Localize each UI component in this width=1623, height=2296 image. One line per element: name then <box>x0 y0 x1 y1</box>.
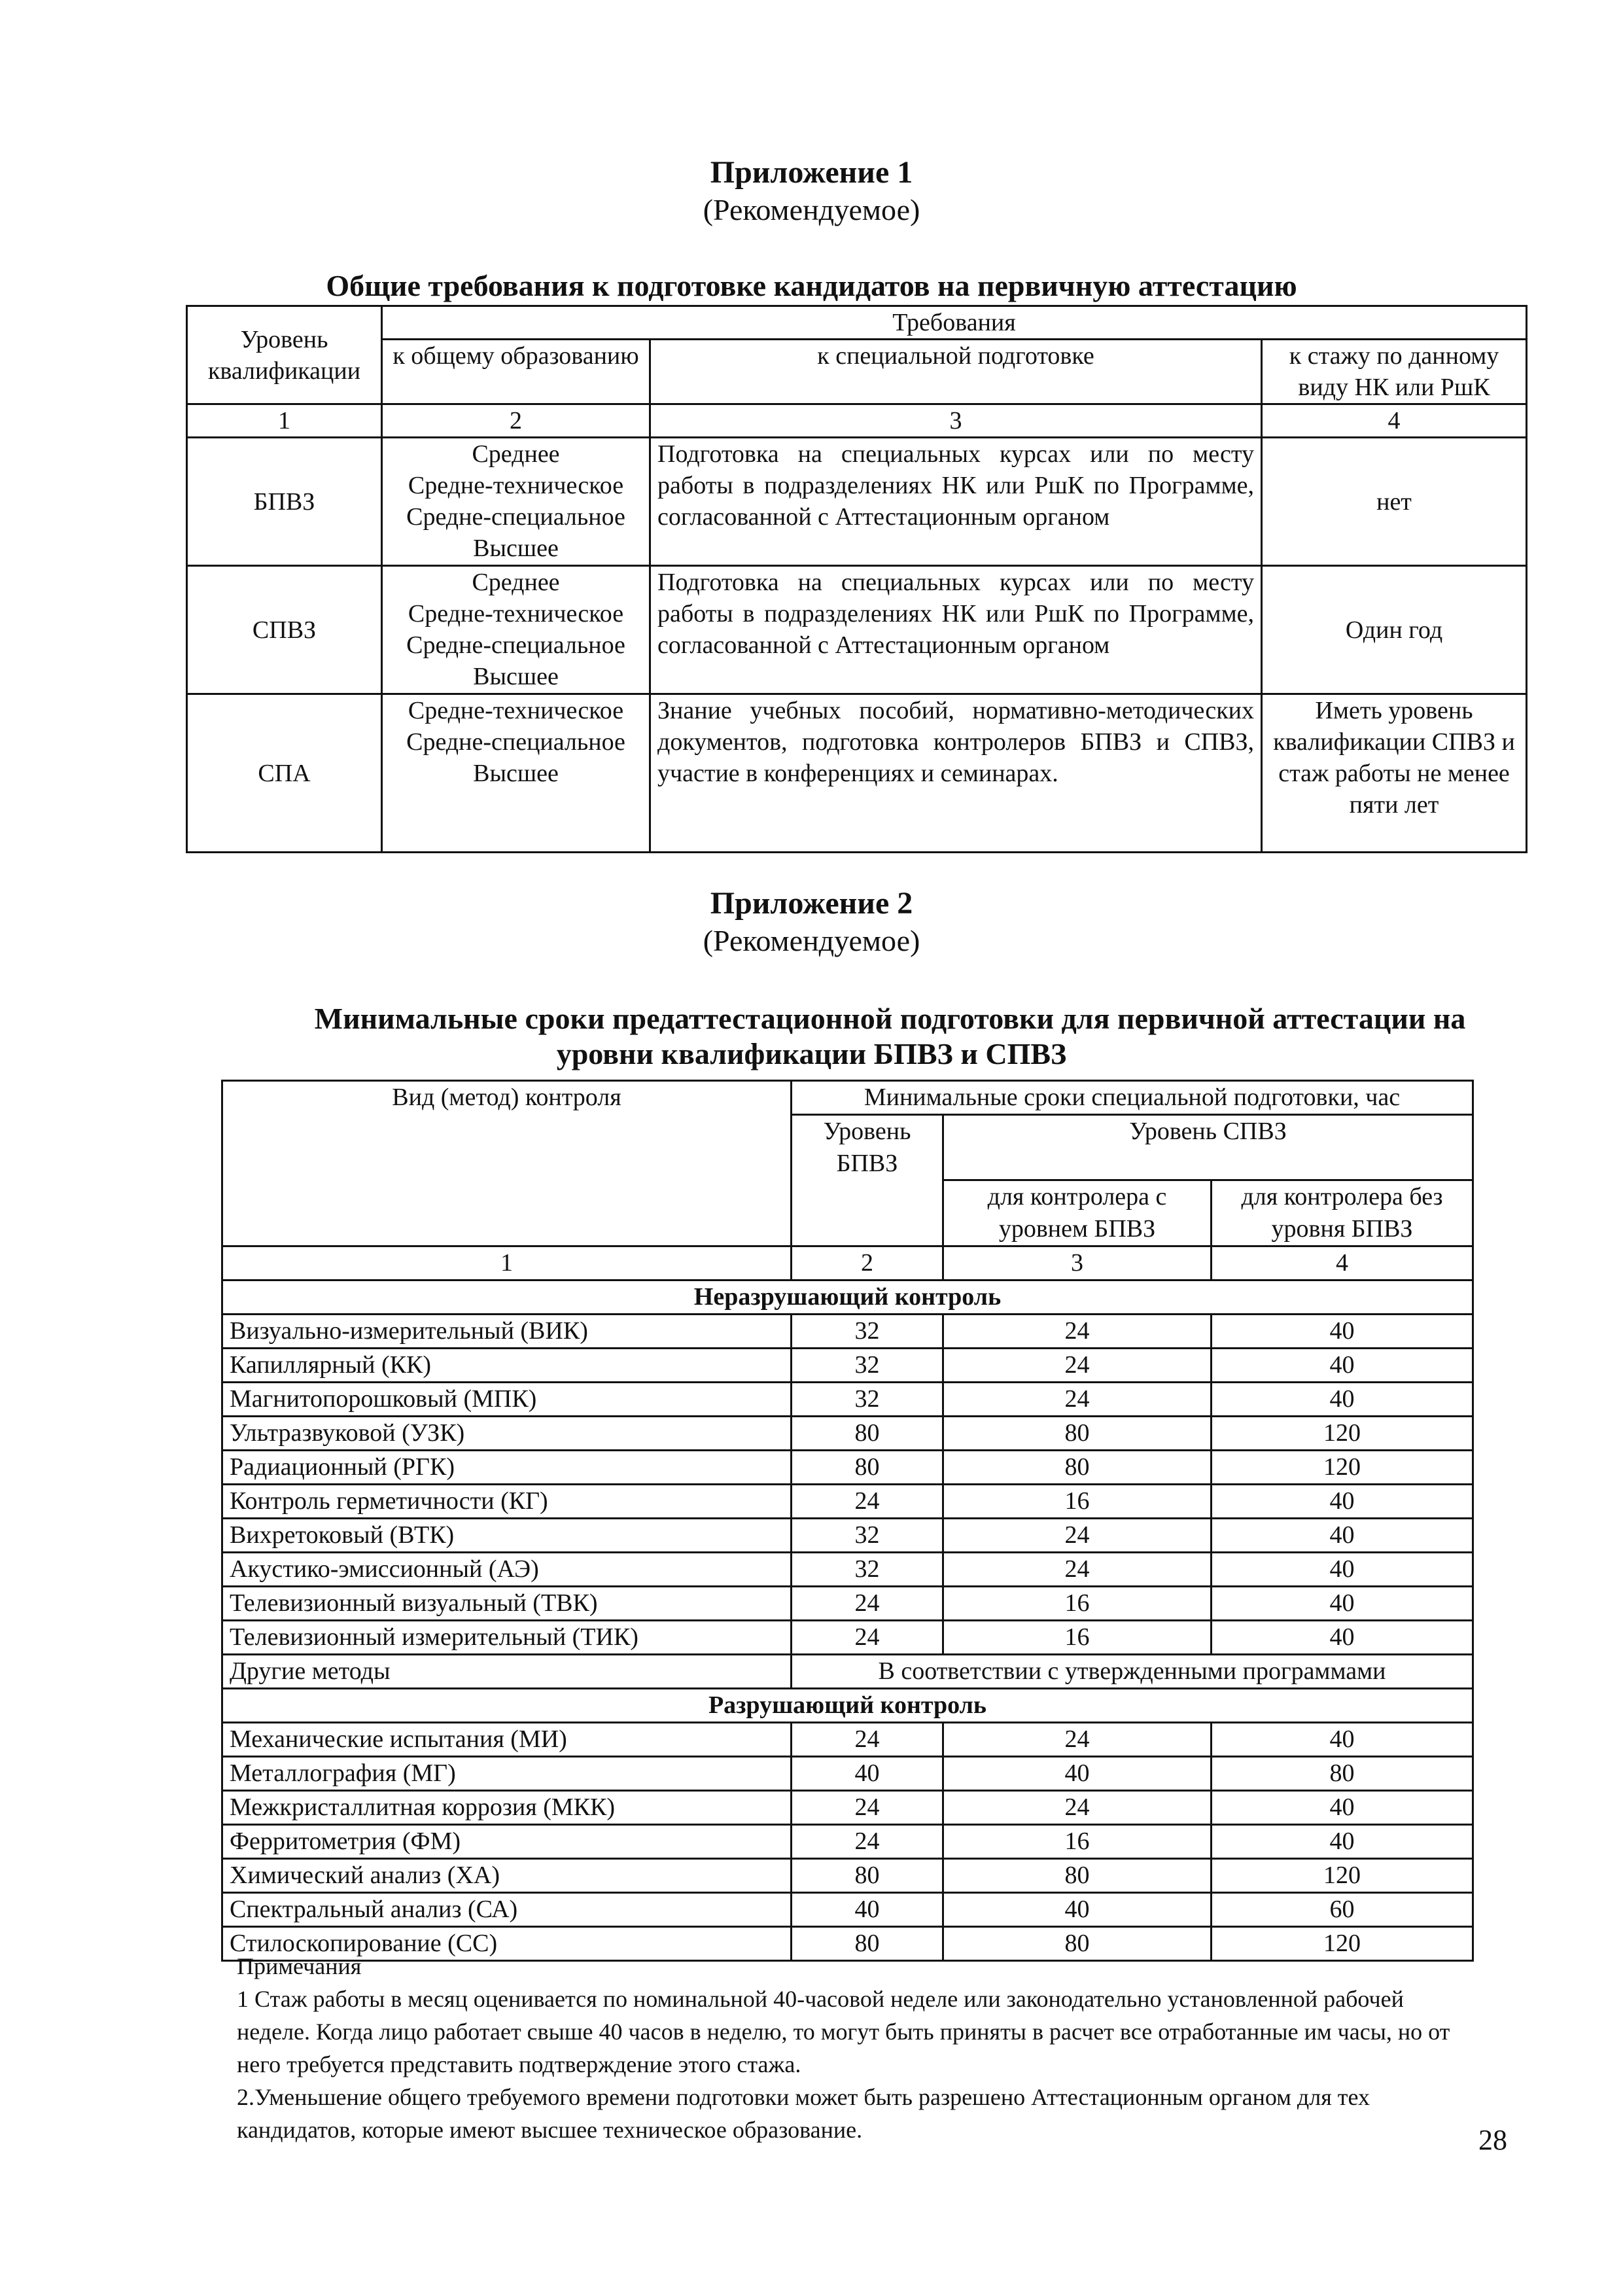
without-bpvz-hours-cell: 40 <box>1212 1485 1473 1519</box>
bpvz-hours-cell: 80 <box>792 1859 943 1893</box>
header-requirements: Требования <box>382 306 1527 340</box>
without-bpvz-hours-cell: 40 <box>1212 1621 1473 1655</box>
column-number: 4 <box>1262 404 1527 438</box>
education-item: Высшее <box>473 535 559 562</box>
without-bpvz-hours-cell: 40 <box>1212 1587 1473 1621</box>
without-bpvz-hours-cell: 60 <box>1212 1893 1473 1927</box>
with-bpvz-hours-cell: 80 <box>943 1927 1212 1961</box>
education-item: Среднее <box>472 440 560 468</box>
level-cell: СПВЗ <box>187 566 382 694</box>
header-experience: к стажу по данному виду НК или РшК <box>1262 340 1527 404</box>
education-item: Высшее <box>473 663 559 690</box>
column-number-row <box>222 1246 1473 1280</box>
column-number: 1 <box>187 404 382 438</box>
bpvz-hours-cell: 24 <box>792 1791 943 1825</box>
appendix1-table-title: Общие требования к подготовке кандидатов на первичную аттестацию <box>326 269 1297 302</box>
table-row <box>222 1485 1473 1519</box>
special-cell: Знание учебных пособий, нормативно-методических документов, подготовка контролеров БПВЗ и СПВЗ, участие в конференциях и семинарах. <box>650 694 1262 853</box>
column-number: 2 <box>792 1246 943 1280</box>
level-cell: СПА <box>187 694 382 853</box>
section-row <box>222 1280 1473 1315</box>
method-cell: Телевизионный визуальный (ТВК) <box>222 1587 792 1621</box>
bpvz-hours-cell: 40 <box>792 1757 943 1791</box>
education-item: Средне-специальное <box>406 728 625 756</box>
without-bpvz-hours-cell: 40 <box>1212 1553 1473 1587</box>
method-cell: Капиллярный (КК) <box>222 1349 792 1383</box>
table-header-row <box>187 340 1527 404</box>
education-cell <box>382 566 650 694</box>
education-item: Средне-техническое <box>408 472 624 499</box>
bpvz-hours-cell: 24 <box>792 1723 943 1757</box>
note-item: 2.Уменьшение общего требуемого времени подготовки может быть разрешено Аттестационным органом для тех кандидатов, которые имеют высшее техническое образование. <box>237 2084 1370 2143</box>
with-bpvz-hours-cell: 24 <box>943 1553 1212 1587</box>
bpvz-hours-cell: 24 <box>792 1825 943 1859</box>
header-min-terms: Минимальные сроки специальной подготовки, час <box>792 1081 1473 1115</box>
table-row <box>187 566 1527 694</box>
bpvz-hours-cell: 32 <box>792 1553 943 1587</box>
appendix1-subtitle: (Рекомендуемое) <box>703 193 920 226</box>
experience-cell: Один год <box>1262 566 1527 694</box>
appendix1-title: Приложение 1 <box>710 155 913 190</box>
method-cell: Межкристаллитная коррозия (МКК) <box>222 1791 792 1825</box>
experience-cell: нет <box>1262 438 1527 566</box>
without-bpvz-hours-cell: 40 <box>1212 1349 1473 1383</box>
bpvz-hours-cell: 24 <box>792 1587 943 1621</box>
bpvz-hours-cell: 32 <box>792 1349 943 1383</box>
appendix2-table-title-line1: Минимальные сроки предаттестационной подготовки для первичной аттестации на <box>314 1002 1466 1035</box>
column-number: 1 <box>222 1246 792 1280</box>
education-item: Среднее <box>472 569 560 596</box>
without-bpvz-hours-cell: 120 <box>1212 1927 1473 1961</box>
header-with-bpvz: для контролера с уровнем БПВЗ <box>943 1180 1212 1246</box>
dt-rows <box>222 1723 1473 1961</box>
method-cell: Спектральный анализ (СА) <box>222 1893 792 1927</box>
method-cell: Ферритометрия (ФМ) <box>222 1825 792 1859</box>
header-bpvz: Уровень БПВЗ <box>792 1115 943 1246</box>
with-bpvz-hours-cell: 24 <box>943 1349 1212 1383</box>
section-dt: Разрушающий контроль <box>222 1689 1473 1723</box>
education-item: Средне-специальное <box>406 631 625 659</box>
section-row <box>222 1689 1473 1723</box>
bpvz-hours-cell: 32 <box>792 1315 943 1349</box>
table-row <box>222 1757 1473 1791</box>
with-bpvz-hours-cell: 80 <box>943 1417 1212 1451</box>
method-cell: Химический анализ (ХА) <box>222 1859 792 1893</box>
bpvz-hours-cell: 32 <box>792 1519 943 1553</box>
header-education: к общему образованию <box>382 340 650 404</box>
special-cell: Подготовка на специальных курсах или по месту работы в подразделениях НК или РшК по Программе, согласованной с Аттестационным органом <box>650 438 1262 566</box>
with-bpvz-hours-cell: 16 <box>943 1587 1212 1621</box>
column-number-row <box>187 404 1527 438</box>
method-cell: Стилоскопирование (СС) <box>222 1927 792 1961</box>
column-number: 2 <box>382 404 650 438</box>
education-cell <box>382 438 650 566</box>
table-row <box>222 1553 1473 1587</box>
method-cell: Визуально-измерительный (ВИК) <box>222 1315 792 1349</box>
table-row <box>222 1723 1473 1757</box>
education-item: Средне-техническое <box>408 697 624 724</box>
notes <box>237 1950 1480 2146</box>
table-row <box>222 1791 1473 1825</box>
table-row <box>222 1451 1473 1485</box>
header-without-bpvz: для контролера без уровня БПВЗ <box>1212 1180 1473 1246</box>
table-row <box>222 1893 1473 1927</box>
without-bpvz-hours-cell: 120 <box>1212 1859 1473 1893</box>
without-bpvz-hours-cell: 40 <box>1212 1791 1473 1825</box>
table-row <box>222 1349 1473 1383</box>
with-bpvz-hours-cell: 16 <box>943 1485 1212 1519</box>
without-bpvz-hours-cell: 120 <box>1212 1417 1473 1451</box>
table-row <box>222 1383 1473 1417</box>
with-bpvz-hours-cell: 40 <box>943 1893 1212 1927</box>
table-row <box>222 1621 1473 1655</box>
table-header-row <box>222 1081 1473 1115</box>
bpvz-hours-cell: 24 <box>792 1621 943 1655</box>
with-bpvz-hours-cell: 16 <box>943 1621 1212 1655</box>
with-bpvz-hours-cell: 40 <box>943 1757 1212 1791</box>
without-bpvz-hours-cell: 40 <box>1212 1723 1473 1757</box>
training-terms-table <box>221 1080 1474 1962</box>
method-cell: Ультразвуковой (УЗК) <box>222 1417 792 1451</box>
header-special: к специальной подготовке <box>650 340 1262 404</box>
requirements-table <box>186 305 1527 853</box>
with-bpvz-hours-cell: 24 <box>943 1791 1212 1825</box>
table-row <box>222 1587 1473 1621</box>
education-item: Высшее <box>473 760 559 787</box>
table-row <box>222 1519 1473 1553</box>
bpvz-hours-cell: 80 <box>792 1927 943 1961</box>
header-method: Вид (метод) контроля <box>222 1081 792 1246</box>
level-cell: БПВЗ <box>187 438 382 566</box>
other-methods-value: В соответствии с утвержденными программами <box>792 1655 1473 1689</box>
page-number: 28 <box>1478 2124 1507 2156</box>
without-bpvz-hours-cell: 40 <box>1212 1519 1473 1553</box>
with-bpvz-hours-cell: 80 <box>943 1859 1212 1893</box>
with-bpvz-hours-cell: 24 <box>943 1723 1212 1757</box>
experience-cell: Иметь уровень квалификации СПВЗ и стаж работы не менее пяти лет <box>1262 694 1527 853</box>
with-bpvz-hours-cell: 24 <box>943 1519 1212 1553</box>
without-bpvz-hours-cell: 120 <box>1212 1451 1473 1485</box>
with-bpvz-hours-cell: 24 <box>943 1383 1212 1417</box>
table-row <box>222 1417 1473 1451</box>
education-item: Средне-техническое <box>408 600 624 627</box>
table-row <box>222 1315 1473 1349</box>
header-level: Уровень квалификации <box>187 306 382 404</box>
with-bpvz-hours-cell: 16 <box>943 1825 1212 1859</box>
without-bpvz-hours-cell: 40 <box>1212 1383 1473 1417</box>
table-row <box>222 1859 1473 1893</box>
bpvz-hours-cell: 40 <box>792 1893 943 1927</box>
method-cell: Акустико-эмиссионный (АЭ) <box>222 1553 792 1587</box>
column-number: 3 <box>943 1246 1212 1280</box>
method-cell: Механические испытания (МИ) <box>222 1723 792 1757</box>
education-item: Средне-специальное <box>406 503 625 531</box>
appendix2-table-title-line2: уровни квалификации БПВЗ и СПВЗ <box>556 1037 1067 1070</box>
method-cell: Металлография (МГ) <box>222 1757 792 1791</box>
table-row <box>187 438 1527 566</box>
ndt-rows <box>222 1315 1473 1655</box>
table-header-row <box>187 306 1527 340</box>
method-cell: Контроль герметичности (КГ) <box>222 1485 792 1519</box>
header-spvz: Уровень СПВЗ <box>943 1115 1473 1180</box>
column-number: 3 <box>650 404 1262 438</box>
note-item: 1 Стаж работы в месяц оценивается по номинальной 40-часовой неделе или законодательно установленной рабочей неделе. Когда лицо работает свыше 40 часов в неделю, то могут быть приняты в расчет все отработанные им часы, но от него требуется представить подтверждение этого стажа. <box>237 1986 1450 2077</box>
without-bpvz-hours-cell: 40 <box>1212 1315 1473 1349</box>
bpvz-hours-cell: 32 <box>792 1383 943 1417</box>
with-bpvz-hours-cell: 80 <box>943 1451 1212 1485</box>
bpvz-hours-cell: 24 <box>792 1485 943 1519</box>
method-cell: Вихретоковый (ВТК) <box>222 1519 792 1553</box>
appendix2-subtitle: (Рекомендуемое) <box>703 924 920 957</box>
column-number: 4 <box>1212 1246 1473 1280</box>
method-cell: Магнитопорошковый (МПК) <box>222 1383 792 1417</box>
method-cell: Другие методы <box>222 1655 792 1689</box>
appendix2-title: Приложение 2 <box>710 886 913 921</box>
section-ndt: Неразрушающий контроль <box>222 1280 1473 1315</box>
bpvz-hours-cell: 80 <box>792 1451 943 1485</box>
bpvz-hours-cell: 80 <box>792 1417 943 1451</box>
notes-title: Примечания <box>237 1953 362 1979</box>
table-row <box>222 1655 1473 1689</box>
table-row <box>222 1825 1473 1859</box>
education-cell <box>382 694 650 853</box>
method-cell: Радиационный (РГК) <box>222 1451 792 1485</box>
with-bpvz-hours-cell: 24 <box>943 1315 1212 1349</box>
special-cell: Подготовка на специальных курсах или по месту работы в подразделениях НК или РшК по Программе, согласованной с Аттестационным органом <box>650 566 1262 694</box>
without-bpvz-hours-cell: 80 <box>1212 1757 1473 1791</box>
method-cell: Телевизионный измерительный (ТИК) <box>222 1621 792 1655</box>
without-bpvz-hours-cell: 40 <box>1212 1825 1473 1859</box>
table-row <box>187 694 1527 853</box>
